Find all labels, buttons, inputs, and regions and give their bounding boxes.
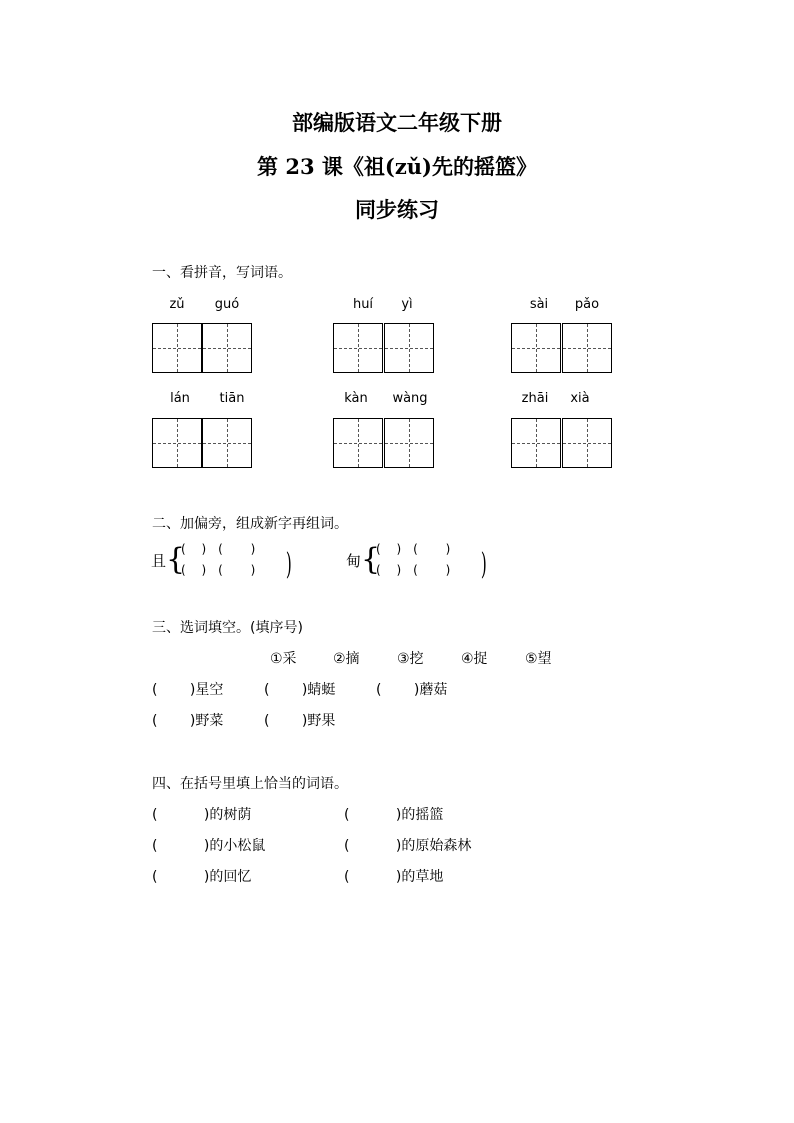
option: ②摘 <box>333 651 360 667</box>
pinyin: xià <box>570 391 590 406</box>
pinyin: pǎo <box>574 297 600 312</box>
left-brace: { <box>361 542 381 577</box>
blank-pair[interactable]: ( ) ( ) <box>181 563 256 577</box>
writing-box[interactable] <box>511 418 561 468</box>
option: ④捉 <box>461 651 488 667</box>
pinyin: kàn <box>344 391 368 406</box>
writing-box[interactable] <box>384 418 434 468</box>
pinyin: zhāi <box>521 391 549 406</box>
fill-item[interactable]: ( )野果 <box>264 713 336 729</box>
section4-heading: 四、在括号里填上恰当的词语。 <box>152 776 348 792</box>
writing-box[interactable] <box>333 323 383 373</box>
option: ①采 <box>270 651 297 667</box>
writing-box[interactable] <box>511 323 561 373</box>
section2-heading: 二、加偏旁，组成新字再组词。 <box>152 516 348 532</box>
writing-box[interactable] <box>202 418 252 468</box>
pinyin: yì <box>401 297 413 312</box>
writing-box[interactable] <box>384 323 434 373</box>
pinyin: lán <box>170 391 190 406</box>
base-char: 甸 <box>346 552 362 570</box>
section1-heading: 一、看拼音，写词语。 <box>152 265 292 281</box>
blank-pair[interactable]: ( ) ( ) <box>376 563 451 577</box>
document-title: 部编版语文二年级下册 <box>292 110 502 135</box>
fill-item[interactable]: ( )的树荫 <box>152 807 252 823</box>
writing-box[interactable] <box>202 323 252 373</box>
fill-item[interactable]: ( )蘑菇 <box>376 682 448 698</box>
writing-box[interactable] <box>152 323 202 373</box>
section3-heading: 三、选词填空。(填序号) <box>152 620 303 636</box>
fill-item[interactable]: ( )的小松鼠 <box>152 838 266 854</box>
writing-box[interactable] <box>333 418 383 468</box>
writing-box[interactable] <box>562 418 612 468</box>
fill-item[interactable]: ( )的草地 <box>344 869 444 885</box>
fill-item[interactable]: ( )的原始森林 <box>344 838 472 854</box>
fill-item[interactable]: ( )星空 <box>152 682 224 698</box>
pinyin: tiān <box>219 391 245 406</box>
pinyin: sài <box>529 297 549 312</box>
option: ③挖 <box>397 651 424 667</box>
lesson-title: 第 23 课《祖(zǔ)先的摇篮》 <box>257 154 537 179</box>
option: ⑤望 <box>525 651 552 667</box>
pinyin: wàng <box>392 391 428 406</box>
exercise-title: 同步练习 <box>355 197 439 222</box>
writing-box[interactable] <box>152 418 202 468</box>
fill-item[interactable]: ( )蜻蜓 <box>264 682 336 698</box>
fill-item[interactable]: ( )野菜 <box>152 713 224 729</box>
pinyin: zǔ <box>169 297 185 312</box>
blank-pair[interactable]: ( ) ( ) <box>376 542 451 556</box>
fill-item[interactable]: ( )的摇篮 <box>344 807 444 823</box>
pinyin: huí <box>352 297 374 312</box>
right-brace: ) <box>285 547 292 582</box>
writing-box[interactable] <box>562 323 612 373</box>
pinyin: guó <box>214 297 240 312</box>
right-brace: ) <box>480 547 487 582</box>
left-brace: { <box>166 542 186 577</box>
blank-pair[interactable]: ( ) ( ) <box>181 542 256 556</box>
fill-item[interactable]: ( )的回忆 <box>152 869 252 885</box>
base-char: 且 <box>151 552 167 570</box>
